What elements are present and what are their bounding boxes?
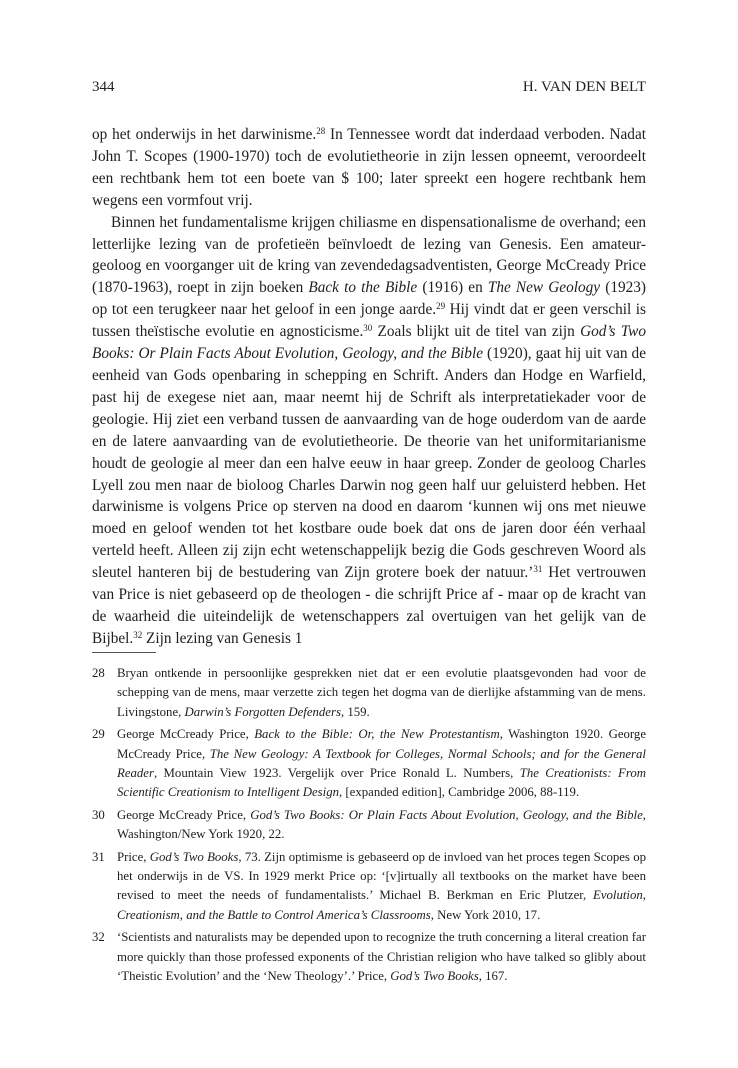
running-head: H. VAN DEN BELT [522,79,646,95]
italic-title: Back to the Bible: Or, the New Protestantism [254,727,500,742]
italic-title: God’s Two Books: Or Plain Facts About Evolution, Geology, and the Bible [92,323,647,363]
footnotes [92,664,646,990]
italic-title: Back to the Bible [308,279,418,297]
italic-title: Evolution, Creationism, and the Battle to Control America’s Classrooms [117,888,646,922]
footnote-30 [92,806,646,845]
paragraph [92,212,646,650]
footnote-reference: 31 [533,564,543,575]
footnote-number: 32 [92,930,105,945]
text-run: , 73. Zijn optimisme is gebaseerd op de invloed van het proces tegen Scopes op het onderwijs in de VS. In 1929 merkt Price op: ‘[v]irtually all textbooks on the market have been revised to meet the needs of fundamentalists.’ Michael B. Berkman en Eric Plutzer, [117,849,646,903]
footnote-number: 30 [92,807,105,822]
text-run: (1923) op tot een terugkeer naar het geloof in een jonge aarde. [92,279,647,319]
text-run: , 159. [340,704,370,719]
text-run: , [expanded edition], Cambridge 2006, 88-119. [339,785,580,800]
text-run: , Washington/New York 1920, 22. [117,807,646,842]
text-run: Zoals blijkt uit de titel van zijn [372,323,581,341]
footnote-reference: 32 [133,629,143,640]
text-run: In Tennessee wordt dat inderdaad verboden. Nadat John T. Scopes (1900-1970) toch de evolutietheorie in zijn lessen opneemt, veroordeelt een rechtbank hem tot een boete van $ 100; later spreekt een hogere rechtbank hem wegens een vormfout vrij. [92,126,646,209]
paragraph [92,124,646,212]
italic-title: The Creationists: From Scientific Creationism to Intelligent Design [117,766,646,800]
text-run: Price, [117,849,150,864]
text-run: George McCready Price, [117,727,255,742]
footnote-28 [92,664,646,722]
footnote-separator [92,652,156,653]
text-run: , Washington 1920. George McCready Price, [117,727,647,761]
page-header [92,79,646,101]
text-run: (1920), gaat hij uit van de eenheid van Gods openbaring in schepping en Schrift. Anders dan Hodge en Warfield, past hij de exegese niet aan, maar neemt hij de Schrift als interpretatiekader voor de geologie. Hij ziet een verband tussen de aanvaarding van de hoge ouderdom van de aarde en de latere aanvaarding van de evolutietheorie. De theorie van het uniformitarianisme houdt de geologie al meer dan een halve eeuw in haar greep. Zonder de geoloog Charles Lyell zou men naar de bioloog Charles Darwin nog geen half uur geluisterd hebben. Het darwinisme is volgens Price op sterven na dood en daarom ‘kunnen wij ons met nieuwe moed en geloof wenden tot het kostbare oude boek dat ons de jaren door één verhaal verteld heeft. Alleen zij zijn echt wetenschappelijk bezig die Gods geschreven Woord als sleutel hanteren bij de bestudering van Zijn grotere boek der natuur.’ [92,345,646,582]
italic-title: The New Geology: A Textbook for Colleges, Normal Schools; and for the General Reader [117,746,646,781]
footnote-number: 29 [92,727,105,742]
text-run: Bryan ontkende in persoonlijke gesprekken niet dat er een evolutie plaatsgevonden had voor de schepping van de mens, maar verzette zich tegen het dogma van de dierlijke afstamming van de mens. Livingstone, [117,666,646,719]
text-run: Binnen het fundamentalisme krijgen chiliasme en dispensationalisme de overhand; een letterlijke lezing van de profetieën beïnvloedt de lezing van Genesis. Een amateur-geoloog en voorganger uit de kring van zevendedagsadventisten, George McCready Price (1870-1963), roept in zijn boeken [92,213,646,297]
footnote-number: 28 [92,666,105,680]
page-number: 344 [92,79,115,95]
text-run: , New York 2010, 17. [430,907,541,922]
italic-title: God’s Two Books: Or Plain Facts About Evolution, Geology, and the Bible [250,807,643,822]
footnote-29 [92,725,646,803]
footnote-reference: 29 [436,301,446,312]
text-run: Zijn lezing van Genesis 1 [142,629,303,647]
text-run: , Mountain View 1923. Vergelijk over Price Ronald L. Numbers, [153,766,520,781]
text-run: Het vertrouwen van Price is niet gebaseerd op de theologen - die schrijft Price af - maar op de kracht van de waarheid die uiteindelijk de wetenschappers zal overtuigen van het gelijk van de Bijbel. [92,564,646,647]
body-text [92,124,646,650]
text-run: , 167. [478,969,508,984]
text-run: Hij vindt dat er geen verschil is tussen theïstische evolutie en agnosticisme. [92,301,646,341]
italic-title: God’s Two Books [390,969,479,984]
italic-title: God’s Two Books [149,849,239,864]
italic-title: The New Geology [487,279,601,297]
footnote-reference: 30 [363,323,373,334]
italic-title: Darwin’s Forgotten Defenders [184,704,341,719]
text-run: George McCready Price, [117,807,251,822]
text-run: op het onderwijs in het darwinisme. [92,126,317,143]
footnote-number: 31 [92,849,105,864]
text-run: (1916) en [417,279,488,297]
text-run: ‘Scientists and naturalists may be depended upon to recognize the truth concerning a literal creation far more quickly than those professed exponents of the Christian religion who have talked so glibly about ‘Theistic Evolution’ and the ‘New Theology’.’ Price, [117,930,646,984]
footnote-32 [92,928,646,986]
footnote-reference: 28 [316,126,326,136]
footnote-31 [92,848,646,926]
